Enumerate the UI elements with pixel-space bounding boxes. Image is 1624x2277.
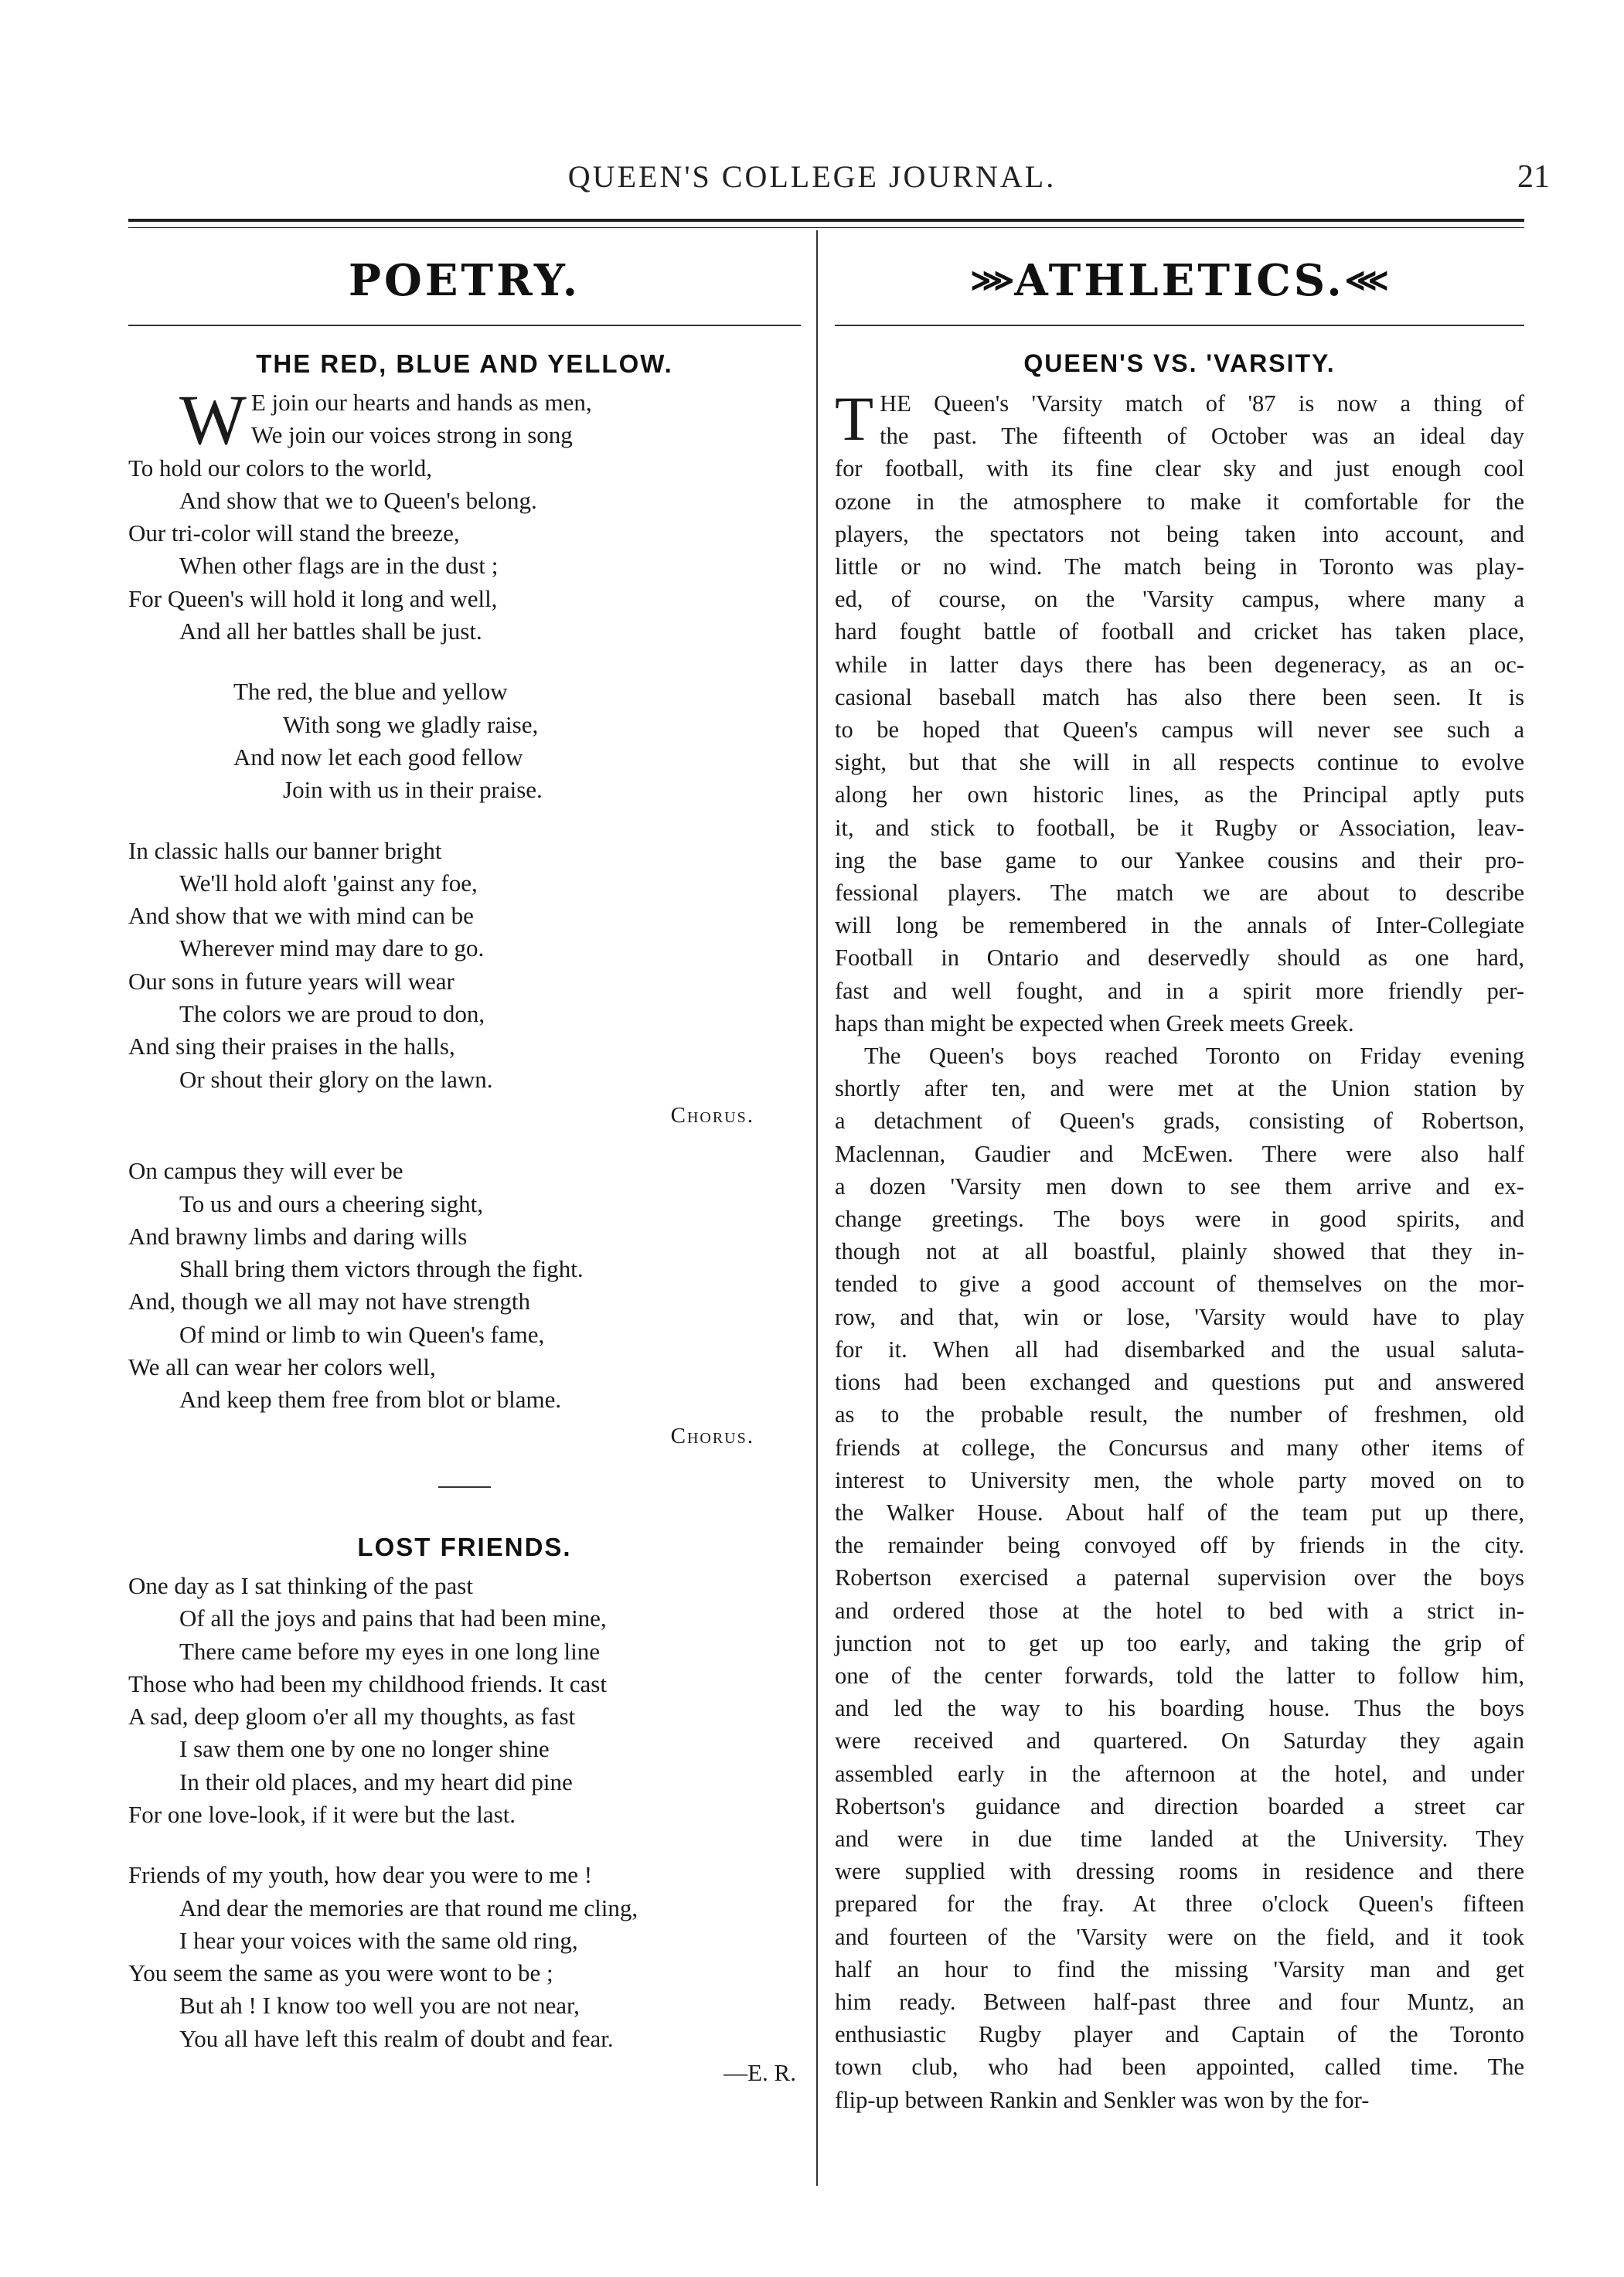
article-line: a dozen 'Varsity men down to see them arrive and ex-: [835, 1173, 1524, 1200]
poem-line: The colors we are proud to don,: [179, 1000, 485, 1028]
poem-line: E join our hearts and hands as men,: [250, 389, 592, 416]
poem-line: And now let each good fellow: [233, 743, 523, 771]
poem-line: The red, the blue and yellow: [233, 678, 508, 706]
article-line: along her own historic lines, as the Principal aptly puts: [835, 781, 1524, 808]
article-line: for it. When all had disembarked and the usual saluta-: [835, 1336, 1524, 1363]
poem-line: Our tri-color will stand the breeze,: [128, 519, 460, 547]
poem-line: With song we gladly raise,: [283, 710, 539, 738]
page-header: [0, 158, 1624, 205]
poem-line: On campus they will ever be: [128, 1157, 403, 1185]
poem-line: You all have left this realm of doubt and fear.: [179, 2024, 614, 2052]
article-line: change greetings. The boys were in good spirits, and: [835, 1206, 1524, 1233]
article-line: haps than might be expected when Greek meets Greek.: [835, 1009, 1354, 1036]
article-line: fessional players. The match we are about to describe: [835, 880, 1524, 907]
poem-line: And sing their praises in the halls,: [128, 1033, 455, 1060]
athletics-section-rule: [835, 325, 1524, 326]
poem-stanza: [128, 1155, 801, 1416]
poem-line: In their old places, and my heart did pine: [179, 1768, 573, 1795]
poem-line: Those who had been my childhood friends. It cast: [128, 1669, 607, 1697]
article-line: ing the base game to our Yankee cousins and their pro-: [835, 846, 1524, 873]
poem-line: Friends of my youth, how dear you were to me !: [128, 1861, 593, 1889]
article-line: little or no wind. The match being in Toronto was play-: [835, 553, 1524, 580]
poetry-section-rule: [128, 325, 801, 326]
article-line: ed, of course, on the 'Varsity campus, where many a: [835, 586, 1524, 613]
poem-line: Shall bring them victors through the fight.: [179, 1255, 584, 1283]
athletics-section-title: [835, 254, 1524, 308]
poem-line: Join with us in their praise.: [283, 776, 543, 804]
article-line: him ready. Between half-past three and four Muntz, an: [835, 1988, 1524, 2015]
article-line: row, and that, win or lose, 'Varsity would have to play: [835, 1303, 1524, 1330]
article-paragraph-1: [835, 383, 1524, 1040]
article-line: HE Queen's 'Varsity match of '87 is now a thing of: [880, 390, 1524, 417]
poem-line: And show that we to Queen's belong.: [179, 486, 537, 514]
article-line: will long be remembered in the annals of Inter-Collegiate: [835, 912, 1524, 939]
poem-title-lost-friends: LOST FRIENDS.: [357, 1532, 572, 1561]
article-line: and were in due time landed at the University. They: [835, 1825, 1524, 1852]
poem-red-blue-yellow: [128, 380, 801, 1452]
article-line: interest to University men, the whole party moved on to: [835, 1466, 1524, 1493]
poem-line: One day as I sat thinking of the past: [128, 1571, 473, 1599]
drop-cap: W: [179, 380, 247, 459]
poem-separator-rule: [438, 1486, 491, 1488]
poem-line: And, though we all may not have strength: [128, 1288, 531, 1315]
article-line: enthusiastic Rugby player and Captain of the Toronto: [835, 2021, 1524, 2048]
poem-line: To hold our colors to the world,: [128, 454, 433, 482]
article-line: prepared for the fray. At three o'clock Queen's fifteen: [835, 1891, 1524, 1918]
poem-line: We all can wear her colors well,: [128, 1353, 436, 1381]
article-line: and led the way to his boarding house. Thus the boys: [835, 1695, 1524, 1722]
drop-cap: T: [835, 383, 874, 454]
article-line: half an hour to find the missing 'Varsity man and get: [835, 1955, 1524, 1983]
article-line: junction not to get up too early, and taking the grip of: [835, 1629, 1524, 1656]
poem-line: We join our voices strong in song: [250, 421, 573, 449]
poem-line: And keep them free from blot or blame.: [179, 1386, 562, 1414]
article-line: while in latter days there has been degeneracy, as an oc-: [835, 651, 1524, 678]
article-line: ozone in the atmosphere to make it comfortable for the: [835, 488, 1524, 515]
ornament-left-icon: ⋙: [970, 262, 1015, 298]
poem-line: And all her battles shall be just.: [179, 618, 482, 645]
poem-lost-friends: [128, 1570, 801, 2089]
article-line: players, the spectators not being taken into account, and: [835, 520, 1524, 547]
poem-line: In classic halls our banner bright: [128, 836, 442, 864]
article-title: QUEEN'S VS. 'VARSITY.: [1023, 349, 1336, 377]
poem-line: A sad, deep gloom o'er all my thoughts, as fast: [128, 1703, 576, 1731]
article-line: were supplied with dressing rooms in residence and there: [835, 1858, 1524, 1885]
article-line: one of the center forwards, told the latter to follow him,: [835, 1662, 1524, 1689]
article-line: the remainder being convoyed off by friends in the city.: [835, 1532, 1524, 1559]
header-rule-thin: [128, 227, 1524, 228]
poem-stanza: [128, 380, 801, 648]
journal-title: QUEEN'S COLLEGE JOURNAL.: [567, 159, 1057, 194]
poem-line: We'll hold aloft 'gainst any foe,: [179, 869, 478, 897]
article-line: to be hoped that Queen's campus will never see such a: [835, 716, 1524, 744]
article-line: casional baseball match has also there been seen. It is: [835, 683, 1524, 710]
article-line: tions had been exchanged and questions put and answered: [835, 1369, 1524, 1396]
poem-stanza: [128, 835, 801, 1096]
article-line: it, and stick to football, be it Rugby or Association, leav-: [835, 814, 1524, 841]
poem-line: And brawny limbs and daring wills: [128, 1222, 468, 1250]
article-line: as to the probable result, the number of freshmen, old: [835, 1401, 1524, 1428]
article-line: Robertson exercised a paternal supervision over the boys: [835, 1564, 1524, 1591]
poem-line: Wherever mind may dare to go.: [179, 934, 485, 962]
article-line: Maclennan, Gaudier and McEwen. There were also half: [835, 1140, 1524, 1167]
article-line: were received and quartered. On Saturday they again: [835, 1727, 1524, 1755]
poem-line: Of mind or limb to win Queen's fame,: [179, 1320, 545, 1348]
article-line: a detachment of Queen's grads, consisting of Robertson,: [835, 1108, 1524, 1135]
article-body: [835, 383, 1524, 2116]
article-line: the Walker House. About half of the team put up there,: [835, 1499, 1524, 1526]
ornament-right-icon: ⋘: [1344, 262, 1389, 298]
poem-line: For one love-look, if it were but the last.: [128, 1800, 516, 1828]
article-line: town club, who had been appointed, called time. The: [835, 2054, 1524, 2081]
article-line: for football, with its fine clear sky and just enough cool: [835, 455, 1524, 482]
poem-line: Or shout their glory on the lawn.: [179, 1065, 493, 1093]
poem-line: I saw them one by one no longer shine: [179, 1735, 550, 1763]
article-line: Robertson's guidance and direction boarded a street car: [835, 1792, 1524, 1819]
column-divider: [816, 230, 818, 2186]
header-rule-thick: [128, 219, 1524, 222]
article-line: shortly after ten, and were met at the Union station by: [835, 1075, 1524, 1102]
article-line: though not at all boastful, plainly showed that they in-: [835, 1238, 1524, 1265]
article-line: sight, but that she will in all respects continue to evolve: [835, 749, 1524, 776]
chorus-label: Chorus.: [670, 1423, 754, 1448]
poem-line: When other flags are in the dust ;: [179, 552, 499, 580]
poem-line: For Queen's will hold it long and well,: [128, 584, 498, 612]
poem-signature: —E. R.: [723, 2059, 796, 2087]
poem-line: You seem the same as you were wont to be ;: [128, 1959, 553, 1987]
article-line: flip-up between Rankin and Senkler was won by the for-: [835, 2086, 1370, 2113]
poem-stanza: [128, 1859, 801, 2055]
poem-line: To us and ours a cheering sight,: [179, 1190, 483, 1217]
poem-line: There came before my eyes in one long line: [179, 1637, 600, 1665]
article-line: friends at college, the Concursus and many other items of: [835, 1434, 1524, 1461]
poem-line: And dear the memories are that round me cling,: [179, 1894, 638, 1921]
article-line: the past. The fifteenth of October was an ideal day: [880, 423, 1524, 450]
poem-line: And show that we with mind can be: [128, 902, 474, 930]
poetry-section-title: POETRY.: [348, 255, 581, 306]
article-line: Football in Ontario and deservedly should as one hard,: [835, 944, 1524, 972]
article-line: tended to give a good account of themselves on the mor-: [835, 1271, 1524, 1298]
article-line: assembled early in the afternoon at the hotel, and under: [835, 1760, 1524, 1787]
article-line: and ordered those at the hotel to bed with a strict in-: [835, 1597, 1524, 1624]
article-line: and fourteen of the 'Varsity were on the field, and it took: [835, 1923, 1524, 1950]
article-line: fast and well fought, and in a spirit more friendly per-: [835, 977, 1524, 1004]
poem-chorus-stanza: [128, 676, 801, 806]
poem-line: Our sons in future years will wear: [128, 967, 455, 995]
poem-line: Of all the joys and pains that had been mine,: [179, 1605, 607, 1632]
right-column: [835, 230, 1524, 2116]
athletics-title-text: ATHLETICS.: [1014, 255, 1345, 306]
poem-line: But ah ! I know too well you are not near,: [179, 1992, 580, 2020]
article-line: The Queen's boys reached Toronto on Friday evening: [864, 1043, 1524, 1070]
article-line: hard fought battle of football and cricket has taken place,: [835, 618, 1524, 645]
poem-line: I hear your voices with the same old ring,: [179, 1926, 578, 1954]
chorus-label: Chorus.: [670, 1102, 754, 1128]
poem-title-red-blue-yellow: THE RED, BLUE AND YELLOW.: [256, 349, 673, 378]
article-paragraph-2: [835, 1040, 1524, 2116]
left-column: [128, 230, 801, 2089]
page-number: 21: [1517, 159, 1550, 195]
poem-stanza: [128, 1570, 801, 1831]
